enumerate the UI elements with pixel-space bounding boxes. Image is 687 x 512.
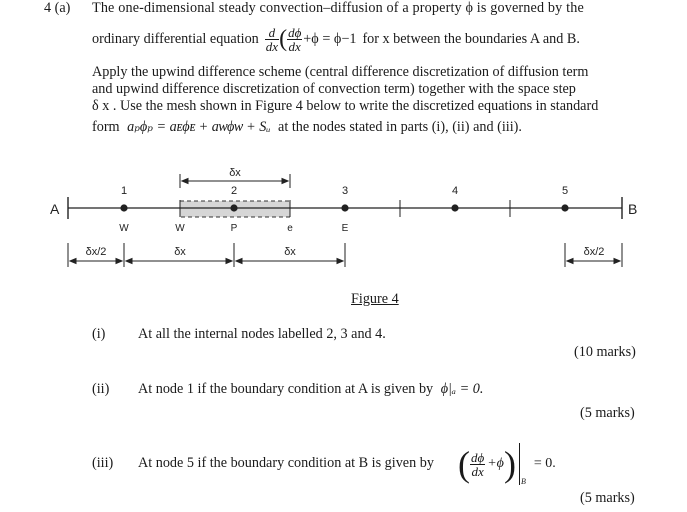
question-line-3: Apply the upwind difference scheme (central difference discretization of diffusion term <box>92 64 589 80</box>
part-ii-label: (ii) <box>92 381 110 397</box>
top-spacing-label: δx <box>229 167 241 179</box>
part-ii-marks: (5 marks) <box>580 405 635 421</box>
node-5 <box>561 204 568 211</box>
part-i-label: (i) <box>92 326 106 342</box>
spacing-label: δx <box>174 246 186 258</box>
node-letter: P <box>230 223 238 234</box>
part-i-text: At all the internal nodes labelled 2, 3 and 4. <box>138 326 386 342</box>
boundary-a-label: A <box>50 201 60 217</box>
question-line-5: δ x . Use the mesh shown in Figure 4 below to write the discretized equations in standard <box>92 98 599 114</box>
part-iii-label: (iii) <box>92 455 114 471</box>
ode-outer-derivative: $\frac{d}{dx}$ <box>265 24 279 54</box>
node-number: 3 <box>341 185 349 197</box>
node-number: 1 <box>120 185 128 197</box>
node-2 <box>230 204 237 211</box>
question-line-4: and upwind difference discretization of convection term) together with the space step <box>92 81 576 97</box>
question-number: 4 (a) <box>44 0 71 16</box>
question-line-6: form aₚϕₚ = aᴇϕᴇ + aᴡϕᴡ + Sᵤ at the nodes stated in parts (i), (ii) and (iii). <box>92 119 522 135</box>
question-line-1: The one-dimensional steady convection–diffusion of a property ϕ is governed by the <box>92 0 584 16</box>
ode-intro: ordinary differential equation <box>92 31 259 47</box>
part-iii-text: At node 5 if the boundary condition at B is given by <box>138 455 434 471</box>
ode-domain: for x between the boundaries A and B. <box>362 31 580 47</box>
part-iii-condition: ( $\frac{d\phi}{dx}$ +ϕ ) B = 0. <box>458 444 556 486</box>
part-ii-condition: ϕ|ₐ = 0. <box>440 381 484 397</box>
node-letter: W <box>175 223 185 234</box>
spacing-label: δx/2 <box>85 246 107 258</box>
node-3 <box>341 204 348 211</box>
boundary-b-label: B <box>628 201 638 217</box>
node-letter: e <box>287 223 293 234</box>
part-i-marks: (10 marks) <box>574 344 636 360</box>
node-number: 2 <box>230 185 238 197</box>
node-letter: W <box>119 223 129 234</box>
figure-caption: Figure 4 <box>351 291 399 307</box>
node-number: 5 <box>561 185 569 197</box>
spacing-label: δx/2 <box>583 246 605 258</box>
node-1 <box>120 204 127 211</box>
part-iii-marks: (5 marks) <box>580 490 635 506</box>
part-ii-text: At node 1 if the boundary condition at A is given by ϕ|ₐ = 0. <box>138 381 484 397</box>
spacing-label: δx <box>284 246 296 258</box>
node-number: 4 <box>451 185 459 197</box>
ode-inner-derivative: $\frac{d\phi}{dx}$ <box>288 24 302 54</box>
node-letter: E <box>341 223 349 234</box>
ode-rest: +ϕ = ϕ−1 <box>303 31 357 47</box>
question-line-2: ordinary differential equation $\frac{d}{dx}$ ( $\frac{d\phi}{dx}$ +ϕ = ϕ−1 for x between the boundaries A and B. <box>92 24 580 54</box>
node-4 <box>451 204 458 211</box>
standard-form-equation: aₚϕₚ = aᴇϕᴇ + aᴡϕᴡ + Sᵤ <box>127 119 271 135</box>
